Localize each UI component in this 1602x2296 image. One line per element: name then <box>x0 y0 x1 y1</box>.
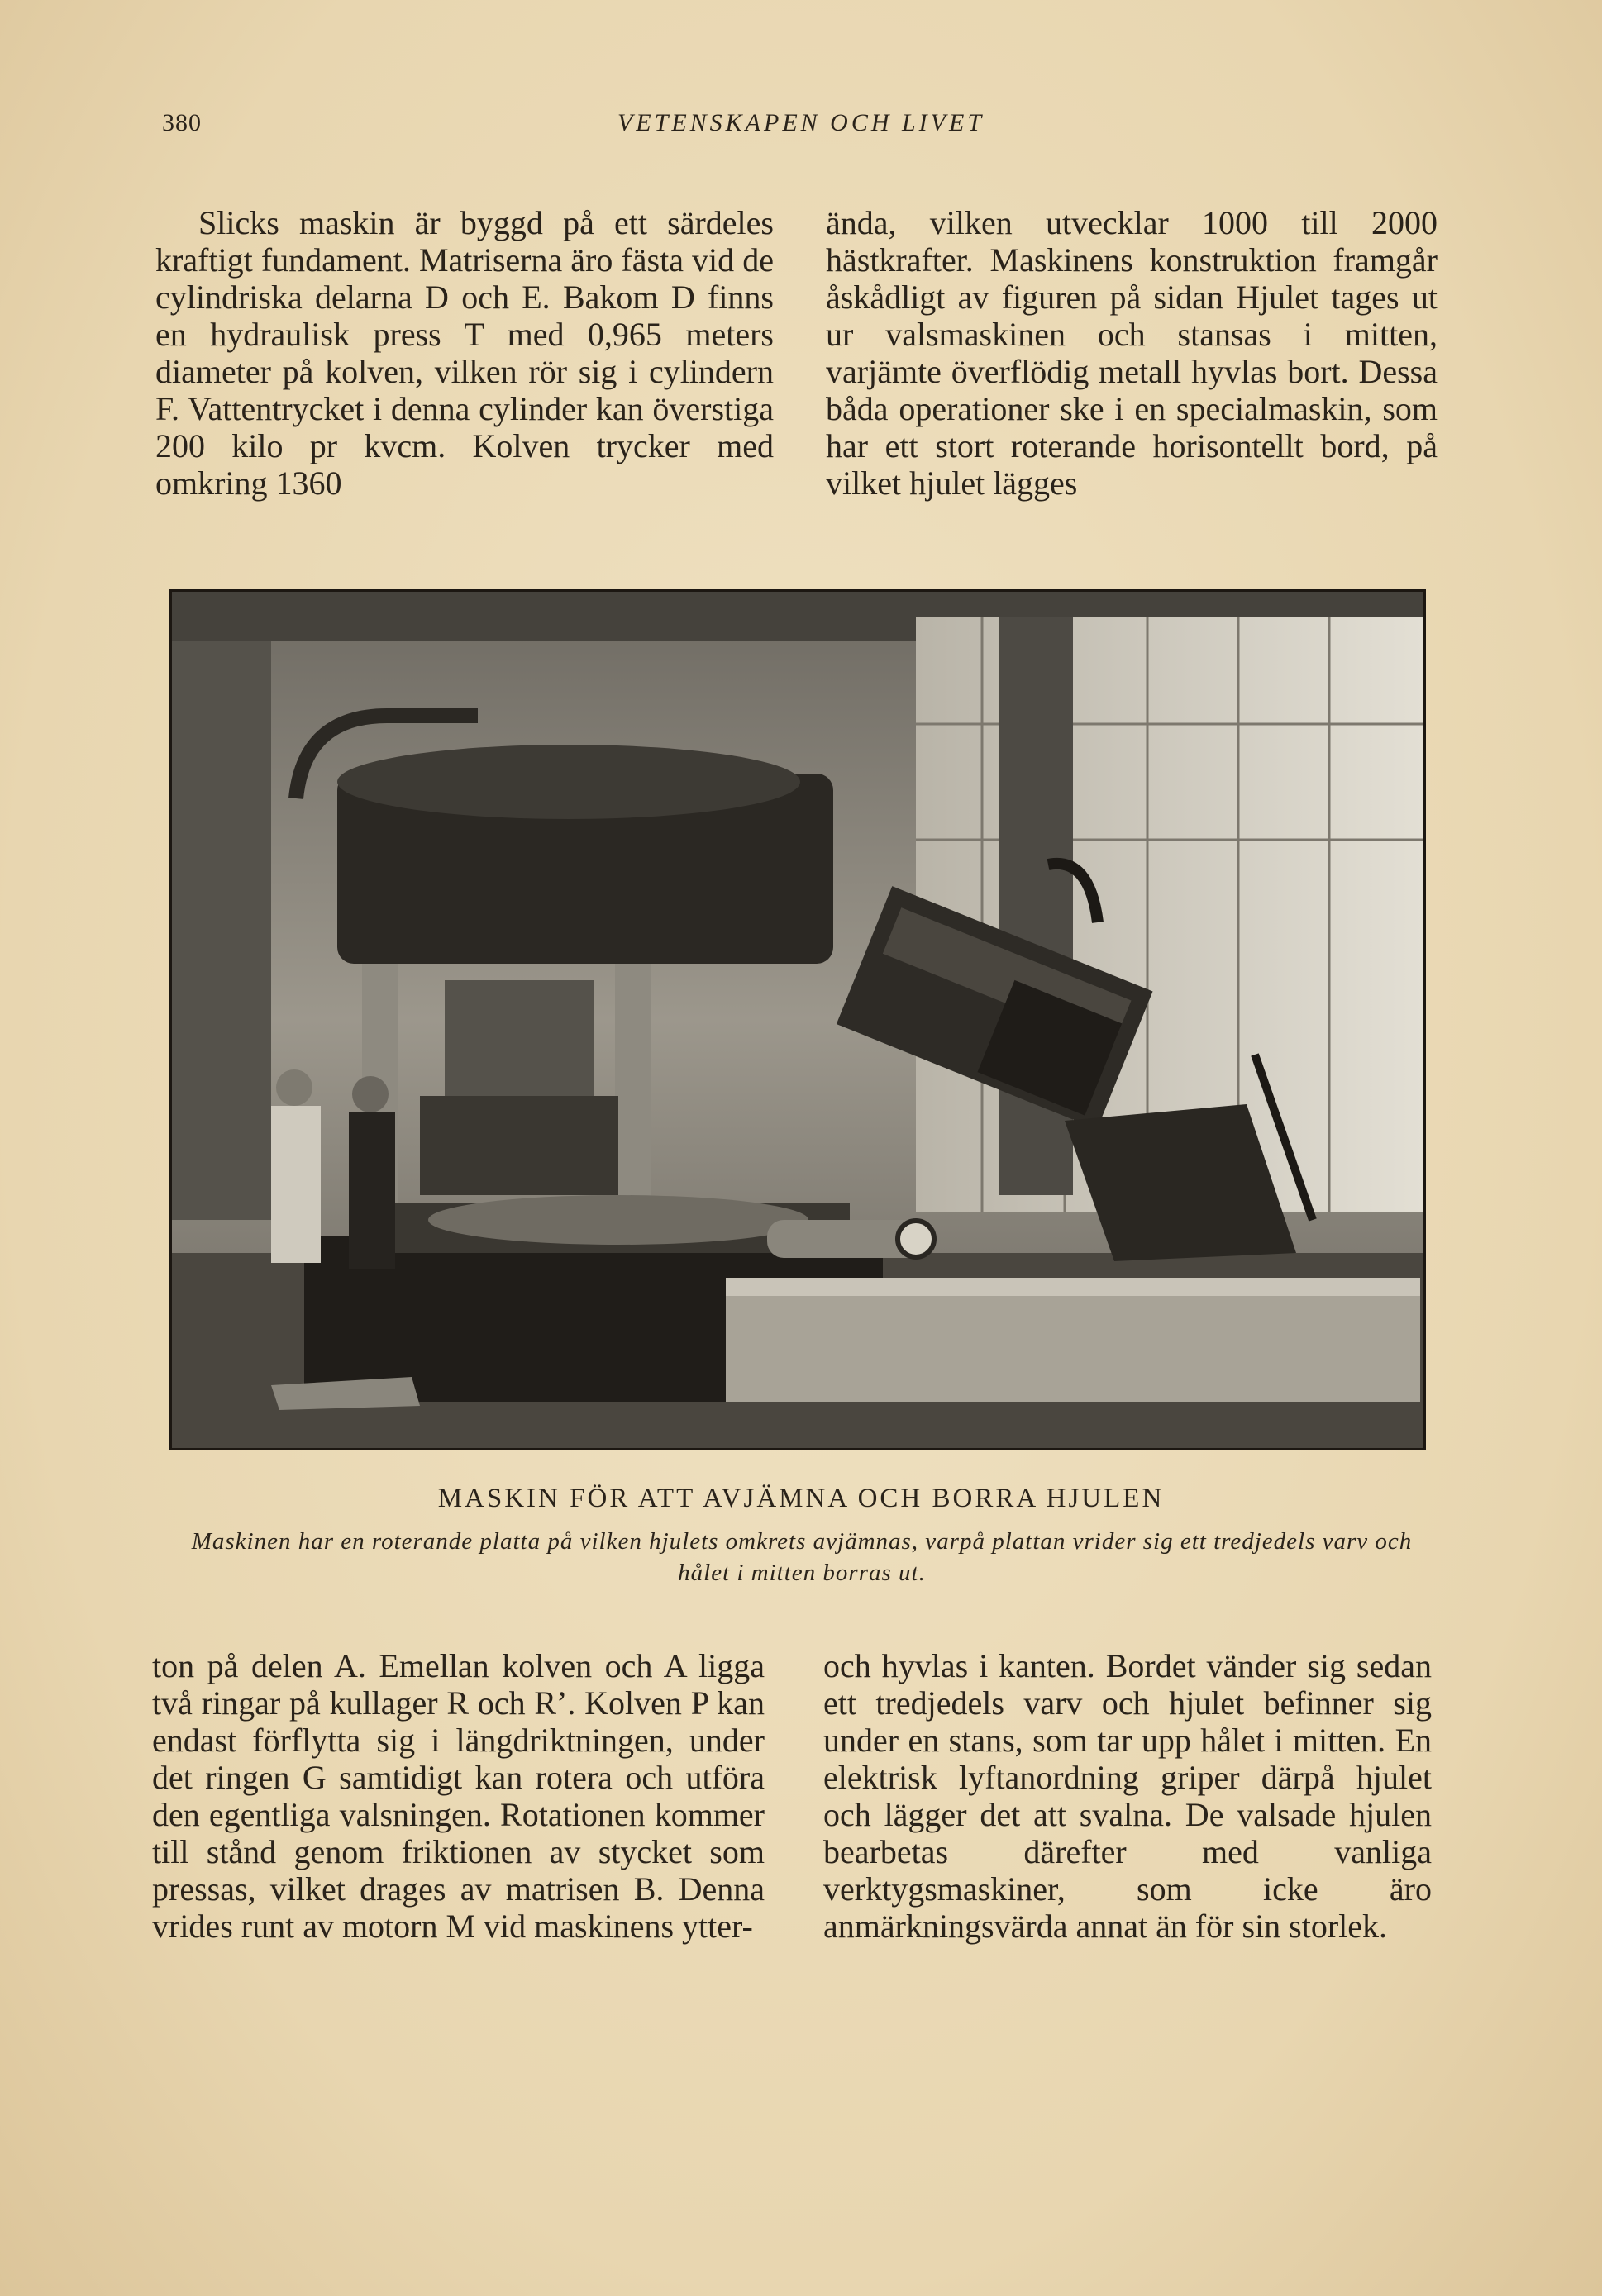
bottom-left-paragraph: ton på delen A. Emellan kolven och A ligga två ringar på kullager R och R’. Kolven P kan endast förflytta sig i längdriktningen, under det ringen G samtidigt kan rotera och utföra den egentliga valsningen. Rotationen kommer till stånd genom friktionen av stycket som pressas, vilket drages av matrisen B. Denna vrides runt av motorn M vid maskinens ytter- <box>152 1647 765 1945</box>
top-right-column <box>826 204 1438 502</box>
page-number: 380 <box>162 109 202 136</box>
machine-illustration <box>172 592 1423 1448</box>
bottom-left-column <box>152 1647 765 1945</box>
figure-caption-text: Maskinen har en roterande platta på vilken hjulets omkrets avjämnas, varpå plattan vrider sig ett tredjedels varv och hålet i mitten borras ut. <box>191 1528 1413 1586</box>
top-right-paragraph: ända, vilken utvecklar 1000 till 2000 hästkrafter. Maskinens konstruktion framgår åskådligt av figuren på sidan Hjulet tages ut ur valsmaskinen och stansas i mitten, varjämte överflödig metall hyvlas bort. Dessa båda operationer ske i en specialmaskin, som har ett stort roterande horisontellt bord, på vilket hjulet lägges <box>826 204 1438 502</box>
top-left-column <box>155 204 774 502</box>
running-title: VETENSKAPEN OCH LIVET <box>617 109 985 136</box>
bottom-right-paragraph: och hyvlas i kanten. Bordet vänder sig sedan ett tredjedels varv och hjulet befinner sig under en stans, som tar upp hålet i mitten. En elektrisk lyftanordning griper därpå hjulet och lägger det att svalna. De valsade hjulen bearbetas därefter med vanliga verktygsmaskiner, som icke äro anmärkningsvärda annat än för sin storlek. <box>823 1647 1432 1945</box>
figure-caption-title: MASKIN FÖR ATT AVJÄMNA OCH BORRA HJULEN <box>437 1484 1165 1513</box>
bottom-right-column <box>823 1647 1432 1945</box>
top-left-paragraph: Slicks maskin är byggd på ett särdeles kraftigt fundament. Matriserna äro fästa vid de cylindriska delarna D och E. Bakom D finns en hydraulisk press T med 0,965 meters diameter på kolven, vilken rör sig i cylindern F. Vattentrycket i denna cylinder kan överstiga 200 kilo pr kvcm. Kolven trycker med omkring 1360 <box>155 204 774 502</box>
machine-photograph <box>169 589 1426 1450</box>
